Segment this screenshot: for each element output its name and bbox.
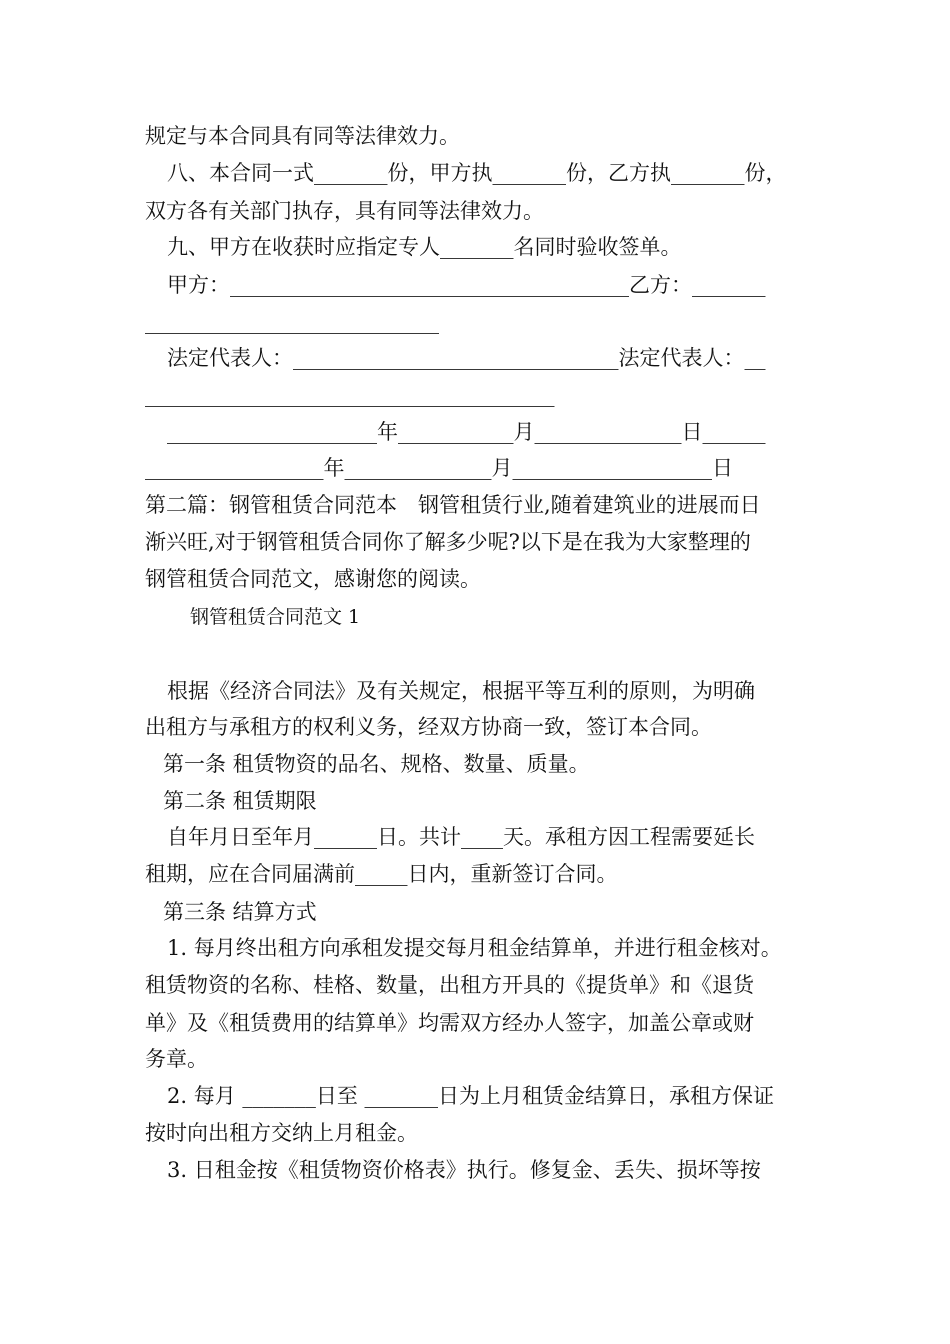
text-line: 第二条 租赁期限: [163, 789, 317, 813]
text-line: 租赁物资的名称、桂格、数量，出租方开具的《提货单》和《退货: [145, 973, 754, 997]
signature-line: 甲方：______________________________________乙方：_______: [167, 273, 766, 297]
text-line: 务章。: [145, 1047, 208, 1071]
text-line: 九、甲方在收获时应指定专人_______名同时验收签单。: [167, 235, 682, 259]
text-line: 渐兴旺,对于钢管租赁合同你了解多少呢?以下是在我为大家整理的: [145, 530, 751, 554]
text-line: 自年月日至年月______日。共计____天。承租方因工程需要延长: [167, 825, 755, 849]
text-line: 根据《经济合同法》及有关规定，根据平等互利的原则，为明确: [167, 679, 755, 703]
signature-line: _______________________________________: [145, 383, 555, 407]
text-line: 钢管租赁合同范文，感谢您的阅读。: [145, 567, 481, 591]
text-line: 第一条 租赁物资的品名、规格、数量、质量。: [163, 752, 590, 776]
date-line: _________________年______________月___________________日: [145, 456, 733, 480]
signature-line: 法定代表人：_______________________________法定代表人：__: [167, 346, 766, 370]
section-title: 钢管租赁合同范文 1: [190, 606, 361, 628]
text-line: 1. 每月终出租方向承租发提交每月租金结算单，并进行租金核对。: [167, 936, 782, 960]
text-line: 出租方与承租方的权利义务，经双方协商一致，签订本合同。: [145, 715, 712, 739]
signature-line: ____________________________: [145, 310, 439, 334]
text-line: 规定与本合同具有同等法律效力。: [145, 124, 460, 148]
text-line: 按时向出租方交纳上月租金。: [145, 1121, 418, 1145]
text-line: 第二篇：钢管租赁合同范本 钢管租赁行业,随着建筑业的进展而日: [145, 493, 761, 517]
text-line: 2. 每月 _______日至 _______日为上月租赁金结算日，承租方保证: [167, 1084, 775, 1108]
date-line: ____________________年___________月______________日______: [167, 420, 766, 444]
text-line: 八、本合同一式_______份，甲方执_______份，乙方执_______份，: [167, 161, 787, 185]
text-line: 3. 日租金按《租赁物资价格表》执行。修复金、丢失、损坏等按: [167, 1158, 761, 1182]
text-line: 租期，应在合同届满前_____日内，重新签订合同。: [145, 862, 618, 886]
text-line: 双方各有关部门执存，具有同等法律效力。: [145, 199, 544, 223]
text-line: 第三条 结算方式: [163, 900, 317, 924]
text-line: 单》及《租赁费用的结算单》均需双方经办人签字，加盖公章或财: [145, 1011, 754, 1035]
